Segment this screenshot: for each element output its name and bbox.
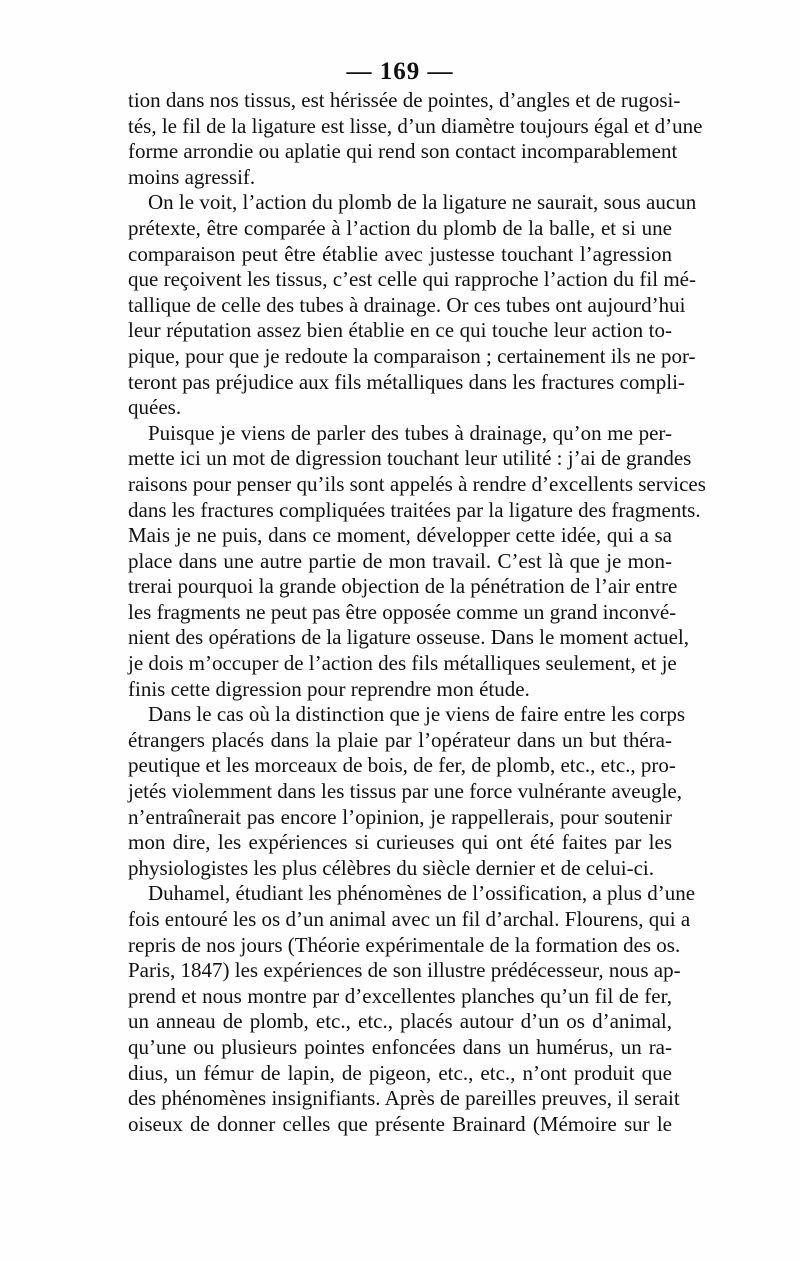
text-line: prétexte, être comparée à l’action du plomb de la balle, et si une bbox=[128, 215, 672, 240]
text-line: repris de nos jours (Théorie expérimentale de la formation des os. bbox=[128, 932, 681, 957]
text-line: physiologistes les plus célèbres du siècle dernier et de celui-ci. bbox=[128, 855, 654, 880]
text-line: tés, le fil de la ligature est lisse, d’un diamètre toujours égal et d’une bbox=[128, 113, 703, 138]
text-line: leur réputation assez bien établie en ce qui touche leur action to- bbox=[128, 318, 672, 343]
text-line: finis cette digression pour reprendre mon étude. bbox=[128, 676, 530, 701]
page-number: — 169 — bbox=[346, 58, 454, 85]
paragraph-2 bbox=[128, 190, 697, 420]
text-line: tion dans nos tissus, est hérissée de pointes, d’angles et de rugosi- bbox=[128, 88, 681, 112]
text-line: je dois m’occuper de l’action des fils métalliques seulement, et je bbox=[128, 651, 677, 676]
text-line: quées. bbox=[128, 395, 182, 420]
text-line: des phénomènes insignifiants. Après de pareilles preuves, il serait bbox=[128, 1086, 680, 1111]
text-line: comparaison peut être établie avec justesse touchant l’agression bbox=[128, 241, 672, 266]
text-line: mon dire, les expériences si curieuses qui ont été faites par les bbox=[128, 830, 672, 855]
text-line: Duhamel, étudiant les phénomènes de l’ossification, a plus d’une bbox=[148, 881, 696, 906]
text-line: prend et nous montre par d’excellentes planches qu’un fil de fer, bbox=[128, 983, 672, 1008]
text-line: raisons pour penser qu’ils sont appelés à rendre d’excellents services bbox=[128, 471, 706, 496]
text-line: oiseux de donner celles que présente Brainard (Mémoire sur le bbox=[128, 1111, 672, 1136]
paragraph-4 bbox=[128, 702, 686, 881]
text-line: dius, un fémur de lapin, de pigeon, etc., etc., n’ont produit que bbox=[128, 1060, 672, 1085]
text-line: qu’une ou plusieurs pointes enfoncées dans un humérus, un ra- bbox=[128, 1034, 672, 1059]
text-line: trerai pourquoi la grande objection de la pénétration de l’air entre bbox=[128, 574, 678, 599]
text-line: un anneau de plomb, etc., etc., placés autour d’un os d’animal, bbox=[128, 1009, 672, 1034]
text-line: tallique de celle des tubes à drainage. Or ces tubes ont aujourd’hui bbox=[128, 292, 686, 317]
text-line: pique, pour que je redoute la comparaison ; certainement ils ne por- bbox=[128, 343, 696, 368]
text-line: mette ici un mot de digression touchant leur utilité : j’ai de grandes bbox=[128, 446, 692, 471]
text-line: Paris, 1847) les expériences de son illustre prédécesseur, nous ap- bbox=[128, 958, 681, 983]
text-line: étrangers placés dans la plaie par l’opérateur dans un but théra- bbox=[128, 727, 672, 752]
paragraph-3 bbox=[128, 420, 706, 703]
text-line: teront pas préjudice aux fils métalliques dans les fractures compli- bbox=[128, 369, 685, 394]
text-line: nient des opérations de la ligature osseuse. Dans le moment actuel, bbox=[128, 625, 690, 650]
body-text bbox=[128, 88, 706, 1137]
text-line: Dans le cas où la distinction que je viens de faire entre les corps bbox=[148, 702, 686, 727]
text-line: forme arrondie ou aplatie qui rend son contact incomparablement bbox=[128, 139, 678, 164]
text-line: moins agressif. bbox=[128, 164, 256, 189]
paragraph-5 bbox=[128, 881, 696, 1137]
text-line: dans les fractures compliquées traitées par la ligature des fragments. bbox=[128, 497, 701, 522]
text-line: que reçoivent les tissus, c’est celle qui rapproche l’action du fil mé- bbox=[128, 267, 696, 292]
text-line: peutique et les morceaux de bois, de fer, de plomb, etc., etc., pro- bbox=[128, 753, 676, 778]
text-line: place dans une autre partie de mon travail. C’est là que je mon- bbox=[128, 548, 672, 573]
text-line: jetés violemment dans les tissus par une force vulnérante aveugle, bbox=[128, 779, 682, 804]
text-line: Puisque je viens de parler des tubes à drainage, qu’on me per- bbox=[148, 420, 672, 445]
paragraph-1 bbox=[128, 88, 703, 190]
text-line: fois entouré les os d’un animal avec un fil d’archal. Flourens, qui a bbox=[128, 907, 691, 931]
text-line: On le voit, l’action du plomb de la ligature ne saurait, sous aucun bbox=[148, 190, 697, 215]
text-line: les fragments ne peut pas être opposée comme un grand inconvé- bbox=[128, 599, 677, 624]
text-line: Mais je ne puis, dans ce moment, développer cette idée, qui a sa bbox=[128, 523, 672, 548]
text-line: n’entraînerait pas encore l’opinion, je rappellerais, pour soutenir bbox=[128, 804, 672, 829]
